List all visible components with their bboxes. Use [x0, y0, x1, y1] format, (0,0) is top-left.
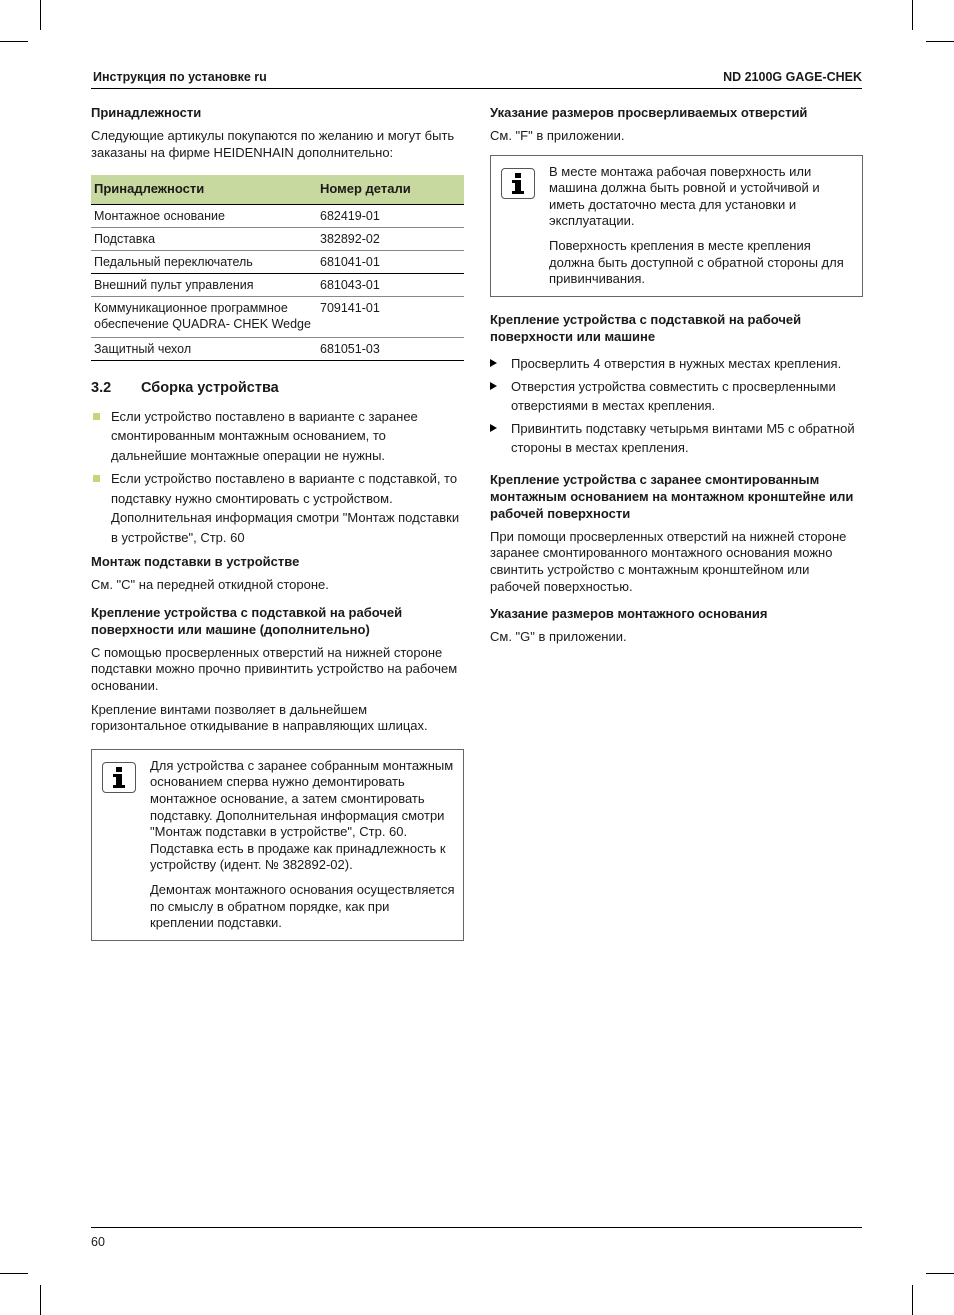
fixing-paragraph: С помощью просверленных отверстий на нижней стороне подставки можно прочно привинтить устройство на рабочем основании. — [91, 644, 458, 694]
square-bullet-icon — [93, 475, 100, 482]
table-row — [91, 296, 464, 337]
bullet-list — [91, 407, 464, 548]
table-cell: Монтажное основание — [91, 204, 317, 227]
accessories-intro: Следующие артикулы покупаются по желанию и могут быть заказаны на фирме HEIDENHAIN дополнительно: — [91, 128, 455, 160]
list-item-text: Если устройство поставлено в варианте с заранее смонтированным монтажным основанием, то дальнейшие монтажные операции не нужны. — [111, 408, 418, 463]
base-mount-heading: Крепление устройства с заранее смонтированным монтажным основанием на монтажном кронштейне или рабочей поверхности — [490, 471, 854, 521]
crop-mark — [0, 1273, 28, 1274]
base-mount-text: При помощи просверленных отверстий на нижней стороне заранее смонтированного монтажного основания можно свинтить устройство с монтажным кронштейном или рабочей поверхностью. — [490, 528, 847, 594]
info-icon — [102, 762, 136, 793]
section-heading — [91, 379, 464, 397]
square-bullet-icon — [93, 413, 100, 420]
holes-text: См. "F" в приложении. — [490, 128, 625, 143]
crop-mark — [40, 0, 41, 30]
steps-list — [490, 354, 863, 457]
base-dimensions-heading: Указание размеров монтажного основания — [490, 606, 768, 622]
table-cell: 682419-01 — [317, 204, 464, 227]
accessories-table — [91, 175, 464, 361]
section-number: 3.2 — [91, 379, 112, 396]
table-cell: 681041-01 — [317, 250, 464, 273]
fixing-heading: Крепление устройства с подставкой на рабочей поверхности или машине — [490, 311, 802, 344]
stand-mount-text: См. "C" на передней откидной стороне. — [91, 577, 329, 593]
list-item-text: Привинтить подставку четырьмя винтами M5 с обратной стороны в местах крепления. — [511, 420, 855, 455]
fixing-optional-heading: Крепление устройства с подставкой на рабочей поверхности или машине (дополнительно) — [91, 604, 403, 637]
list-item-text: Если устройство поставлено в варианте с подставкой, то подставку нужно смонтировать с устройством. Дополнительная информация смотри "Монтаж подставки в устройстве", Стр. 60 — [111, 471, 460, 545]
table-cell: Защитный чехол — [91, 337, 317, 360]
table-row — [91, 337, 464, 360]
fixing-paragraph: Крепление винтами позволяет в дальнейшем горизонтальное откидывание в направляющих шлицах. — [91, 701, 428, 734]
holes-heading: Указание размеров просверливаемых отверстий — [490, 105, 808, 120]
table-cell: 709141-01 — [317, 296, 464, 337]
arrow-bullet-icon — [490, 424, 497, 432]
crop-mark — [926, 41, 954, 42]
arrow-bullet-icon — [490, 359, 497, 367]
crop-mark — [926, 1273, 954, 1274]
info-note — [490, 155, 863, 297]
table-cell: Педальный переключатель — [91, 250, 317, 273]
page-number: 60 — [91, 1235, 105, 1249]
crop-mark — [0, 41, 28, 42]
table-header-row — [91, 175, 464, 204]
note-text: Демонтаж монтажного основания осуществляется по смыслу в обратном порядке, как при креплении подставки. — [150, 882, 455, 931]
list-item-text: Отверстия устройства совместить с просверленными отверстиями в местах крепления. — [511, 378, 836, 413]
stand-mount-heading: Монтаж подставки в устройстве — [91, 554, 300, 570]
header-title: Инструкция по установке ru — [93, 70, 267, 84]
footer-rule — [91, 1227, 862, 1228]
table-cell: 382892-02 — [317, 227, 464, 250]
table-row — [91, 250, 464, 273]
header-product: ND 2100G GAGE-CHEK — [723, 70, 862, 84]
page-header — [91, 68, 862, 89]
section-title: Сборка устройства — [141, 379, 279, 396]
note-text: В месте монтажа рабочая поверхность или машина должна быть ровной и устойчивой и иметь достаточно места для установки и эксплуатации. — [549, 163, 820, 229]
left-column — [91, 104, 464, 955]
base-dimensions-text: См. "G" в приложении. — [490, 629, 627, 645]
table-row — [91, 227, 464, 250]
table-row — [91, 204, 464, 227]
table-cell: 681051-03 — [317, 337, 464, 360]
note-text: Для устройства с заранее собранным монтажным основанием сперва нужно демонтировать монтажное основание, а затем смонтировать подставку. Дополнительная информация смотри "Монтаж подставки в устройстве", Стр. 60. Подставка есть в продаже как принадлежность к устройству (идент. № 382892-02). — [150, 757, 454, 873]
list-item — [490, 419, 863, 457]
table-cell: Коммуникационное программное обеспечение QUADRA- CHEK Wedge — [91, 296, 317, 337]
table-row — [91, 273, 464, 296]
list-item-text: Просверлить 4 отверстия в нужных местах крепления. — [511, 355, 842, 371]
right-column — [490, 104, 863, 653]
table-cell: 681043-01 — [317, 273, 464, 296]
info-note — [91, 749, 464, 941]
list-item — [490, 354, 863, 373]
crop-mark — [912, 0, 913, 30]
info-icon — [501, 168, 535, 199]
table-header-cell: Номер детали — [317, 175, 464, 204]
note-text: Поверхность крепления в месте крепления должна быть доступной с обратной стороны для привинчивания. — [549, 237, 844, 287]
table-cell: Внешний пульт управления — [91, 273, 317, 296]
list-item — [490, 377, 863, 415]
arrow-bullet-icon — [490, 382, 497, 390]
table-header-cell: Принадлежности — [91, 175, 317, 204]
list-item — [91, 469, 464, 547]
list-item — [91, 407, 464, 466]
table-cell: Подставка — [91, 227, 317, 250]
accessories-heading: Принадлежности — [91, 105, 202, 120]
crop-mark — [912, 1285, 913, 1315]
crop-mark — [40, 1285, 41, 1315]
